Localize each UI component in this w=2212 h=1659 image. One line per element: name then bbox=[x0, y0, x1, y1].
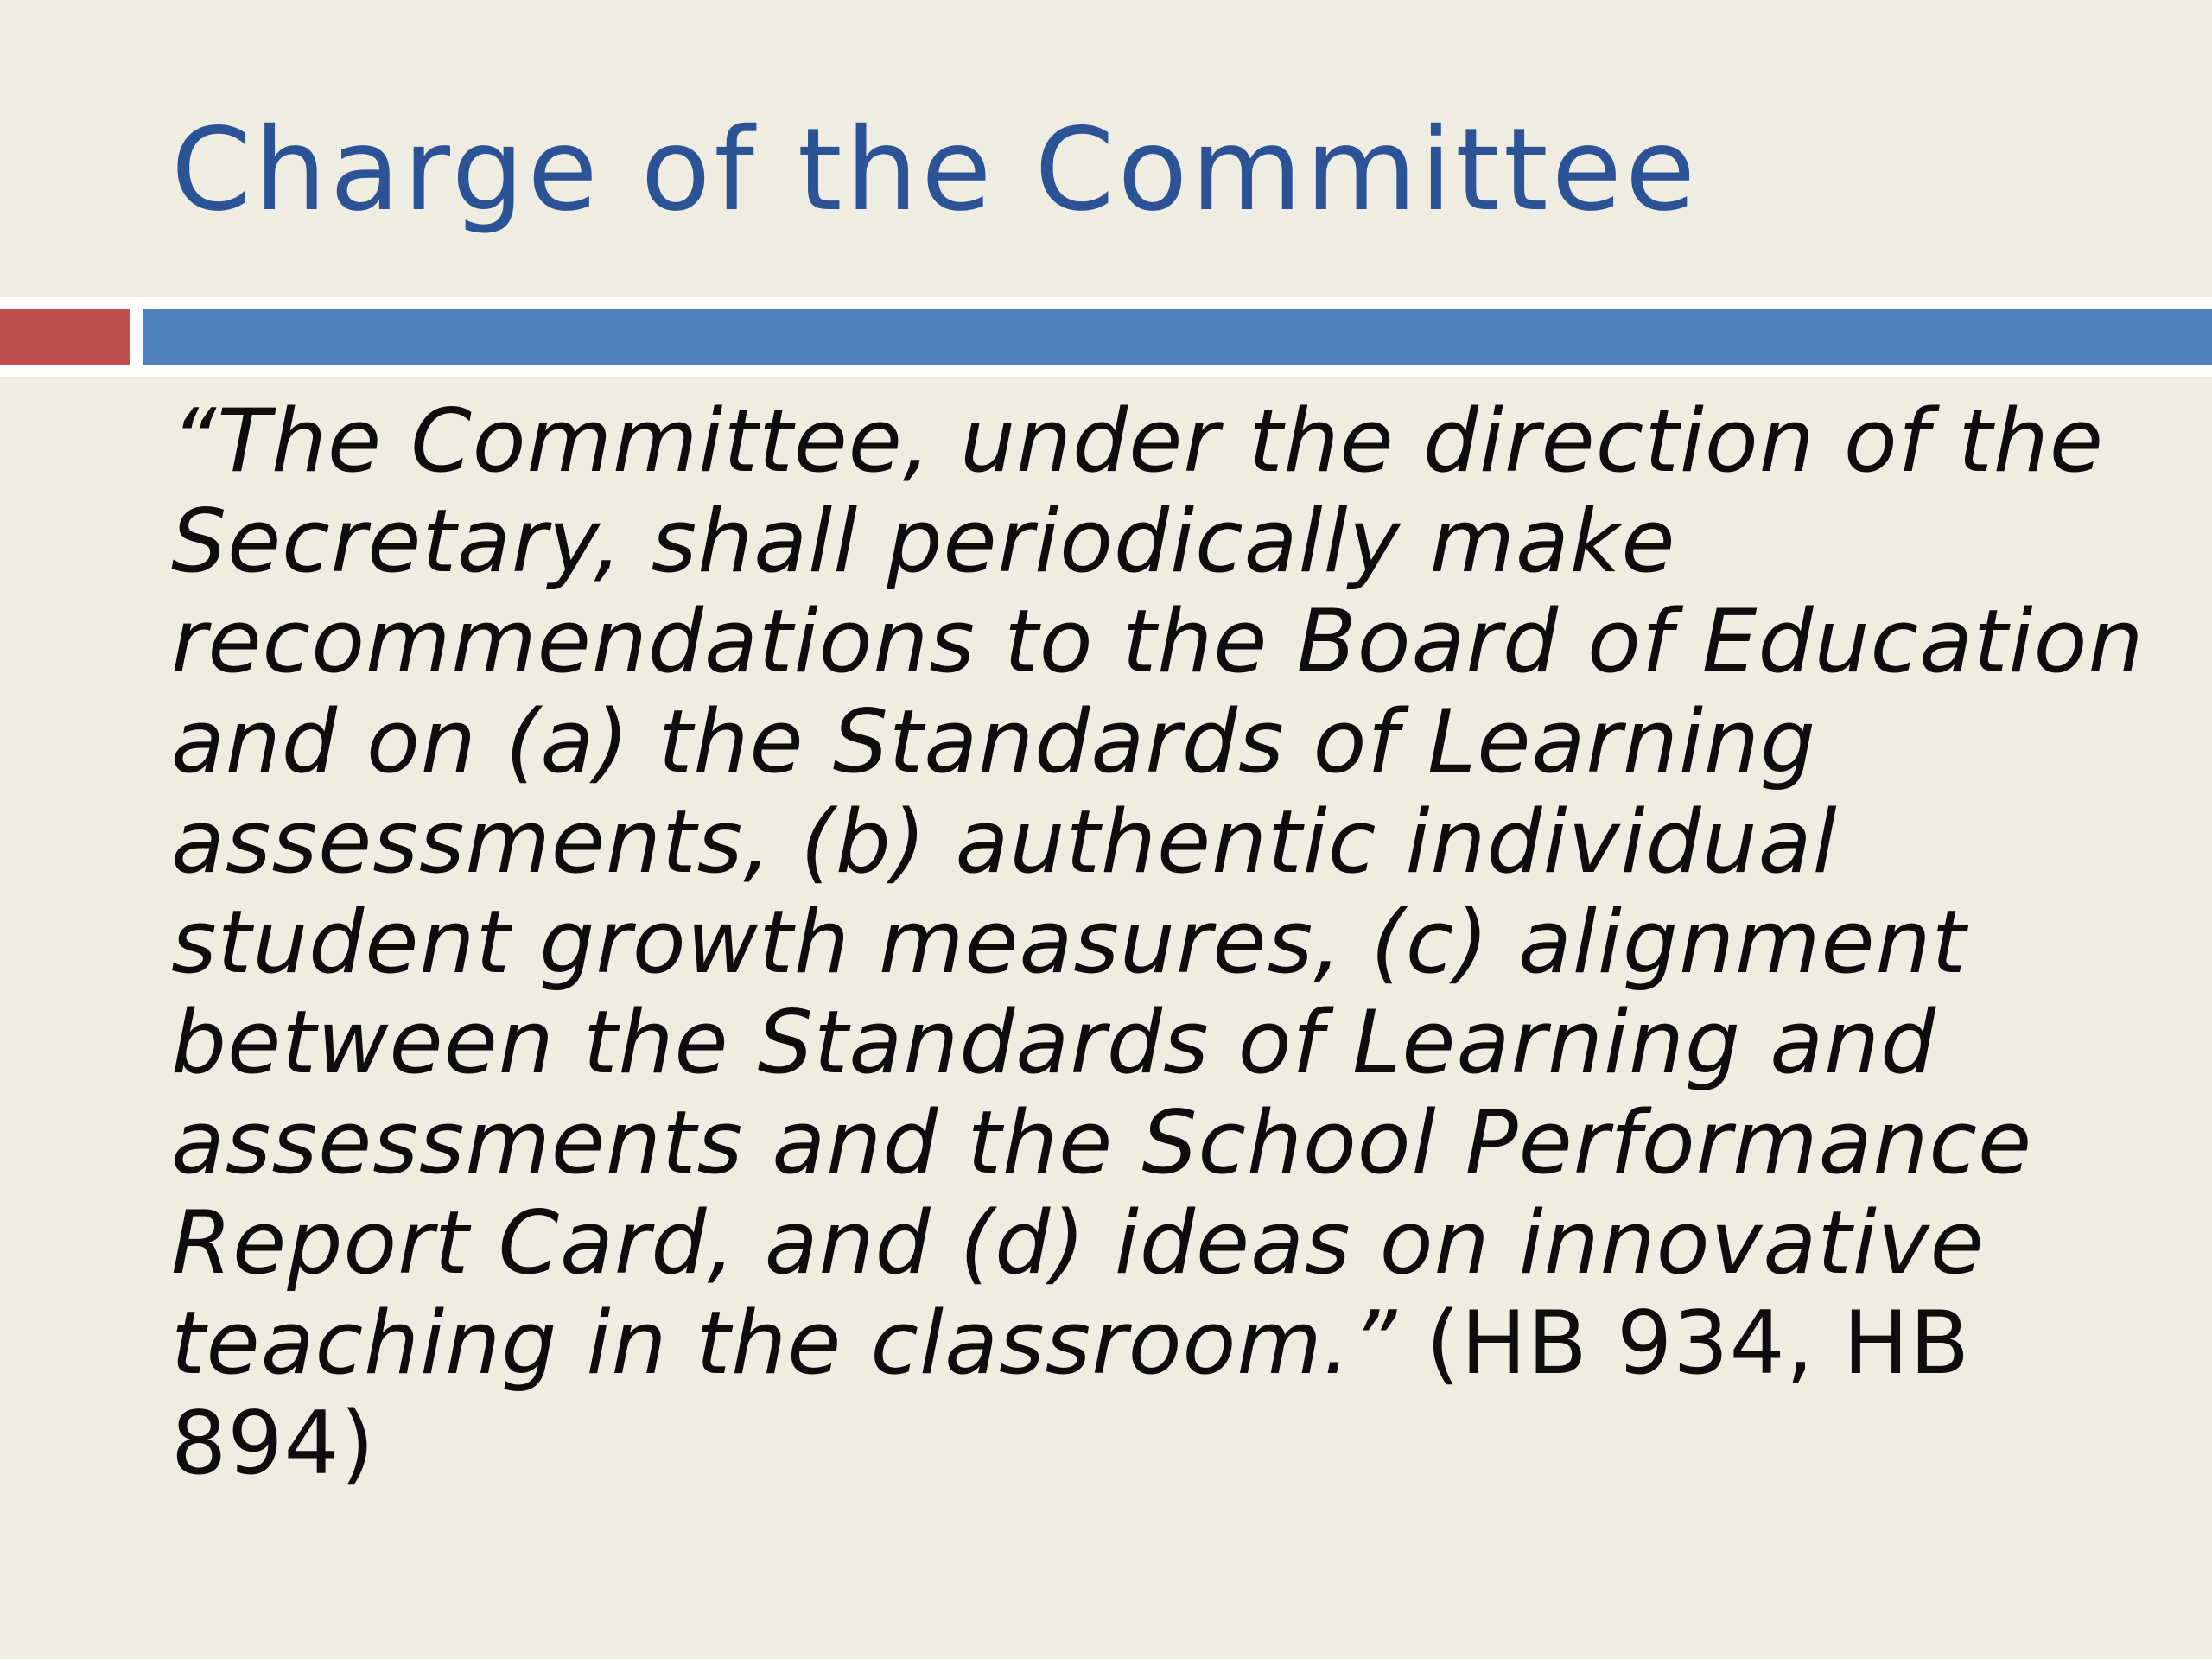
committee-charge-quote: “The Committee, under the direction of the Secretary, shall periodically make recommendations to the Board of Education and on (a) the Standards of Learning assessments, (b) authentic individual student growth measures, (c) alignment between the Standards of Learning and assessments and the School Performance Report Card, and (d) ideas on innovative teaching in the classroom.” bbox=[171, 390, 2145, 1394]
accent-bar-red bbox=[0, 309, 130, 365]
slide-title: Charge of the Committee bbox=[171, 104, 1700, 237]
legislation-citation: (HB 934, HB 894) bbox=[171, 1292, 1971, 1494]
slide-body bbox=[171, 391, 2158, 1493]
accent-bar-blue bbox=[143, 309, 2212, 365]
